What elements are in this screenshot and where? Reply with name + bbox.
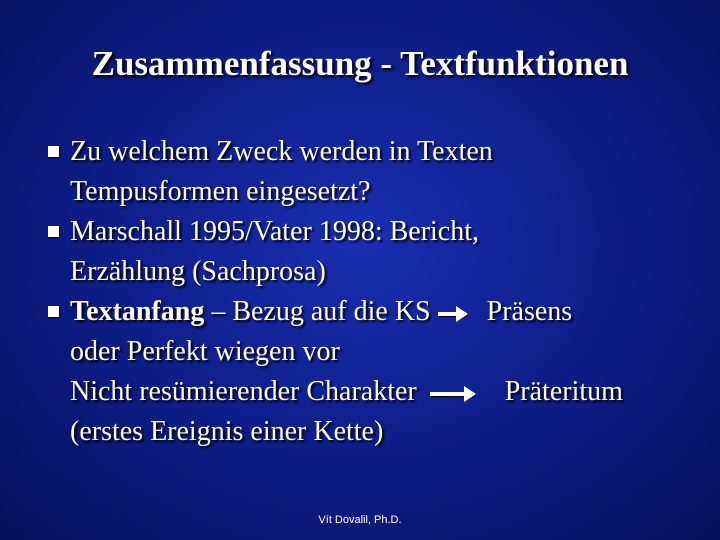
square-bullet-icon bbox=[48, 306, 59, 317]
right-arrow-icon bbox=[430, 392, 474, 396]
bullet-item-1 bbox=[48, 132, 708, 212]
bullet-1-line-1: Zu welchem Zweck werden in Texten bbox=[70, 136, 493, 167]
bullet-3-rest: – Bezug auf die KS bbox=[204, 296, 431, 327]
slide-title: Zusammenfassung - Textfunktionen bbox=[91, 44, 629, 83]
bold-term: Textanfang bbox=[70, 296, 205, 327]
bullet-1-line-2: Tempusformen eingesetzt? bbox=[70, 176, 371, 207]
bullet-list bbox=[48, 132, 708, 452]
arrow-target-praesens: Präsens bbox=[486, 296, 573, 327]
arrow-target-praeteritum: Präteritum bbox=[504, 376, 623, 407]
square-bullet-icon bbox=[48, 146, 59, 157]
right-arrow-icon bbox=[438, 312, 466, 316]
bullet-3-line-4: (erstes Ereignis einer Kette) bbox=[70, 416, 384, 447]
bullet-item-3 bbox=[48, 292, 708, 452]
square-bullet-icon bbox=[48, 226, 59, 237]
bullet-3-line-2: oder Perfekt wiegen vor bbox=[70, 336, 340, 367]
bullet-3-line-3 bbox=[70, 372, 708, 412]
bullet-3-line-1 bbox=[70, 292, 708, 332]
bullet-item-2 bbox=[48, 212, 708, 292]
footer-author: Vít Dovalil, Ph.D. bbox=[318, 514, 402, 526]
bullet-2-line-1: Marschall 1995/Vater 1998: Bericht, bbox=[70, 216, 480, 247]
bullet-3-line-3-text: Nicht resümierender Charakter bbox=[70, 376, 417, 407]
bullet-2-line-2: Erzählung (Sachprosa) bbox=[70, 256, 326, 287]
